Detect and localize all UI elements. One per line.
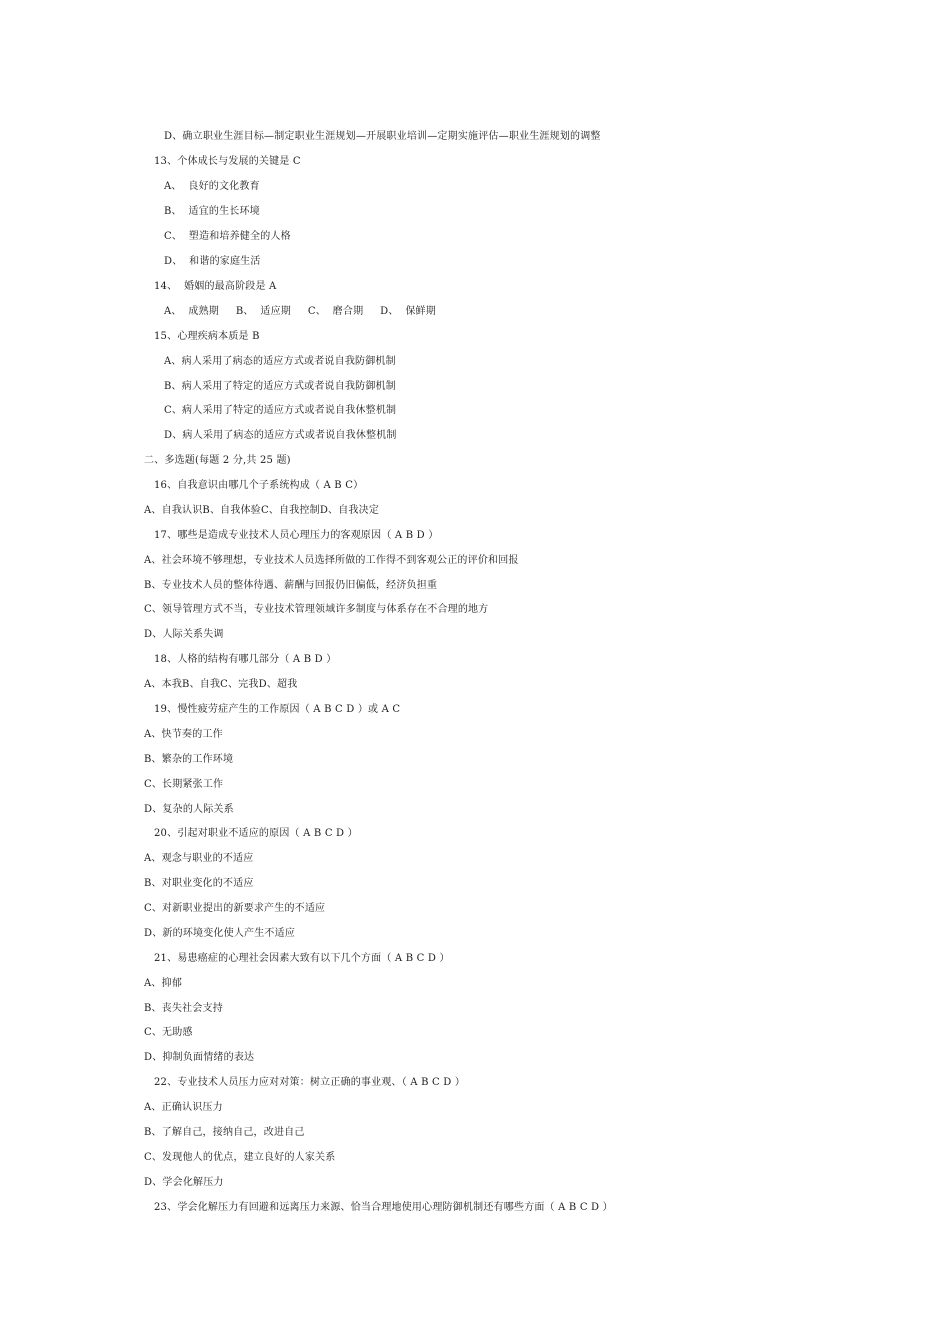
q14-question: 14、 婚姻的最高阶段是 A [154,281,277,292]
section-heading-multiple-choice: 二、多选题(每题 2 分,共 25 题) [144,455,291,466]
q15-option-d: D、病人采用了病态的适应方式或者说自我休整机制 [164,430,397,441]
q13-option-d: D、 和谐的家庭生活 [164,256,261,267]
q17-option-b: B、专业技术人员的整体待遇、薪酬与回报仍旧偏低，经济负担重 [144,580,438,591]
q20-option-c: C、对新职业提出的新要求产生的不适应 [144,903,326,914]
q17-option-d: D、人际关系失调 [144,629,224,640]
q16-question: 16、自我意识由哪几个子系统构成（ A B C） [154,480,364,491]
q22-option-c: C、发现他人的优点，建立良好的人家关系 [144,1152,336,1163]
q19-option-a: A、快节奏的工作 [144,729,223,740]
q22-option-a: A、正确认识压力 [144,1102,223,1113]
q20-question: 20、引起对职业不适应的原因（ A B C D ） [154,828,358,839]
q19-option-d: D、复杂的人际关系 [144,804,234,815]
q21-option-b: B、丧失社会支持 [144,1003,223,1014]
q21-option-a: A、抑郁 [144,978,183,989]
q15-question: 15、心理疾病本质是 B [154,331,260,342]
q17-question: 17、哪些是造成专业技术人员心理压力的客观原因（ A B D ） [154,530,439,541]
q19-option-c: C、长期紧张工作 [144,779,224,790]
q22-question: 22、专业技术人员压力应对对策：树立正确的事业观、（ A B C D ） [154,1077,466,1088]
q20-option-a: A、观念与职业的不适应 [144,853,254,864]
q20-option-d: D、新的环境变化使人产生不适应 [144,928,296,939]
q19-option-b: B、繁杂的工作环境 [144,754,234,765]
q17-option-a: A、社会环境不够理想，专业技术人员选择所做的工作得不到客观公正的评价和回报 [144,555,519,566]
q22-option-d: D、学会化解压力 [144,1177,224,1188]
q19-question: 19、慢性疲劳症产生的工作原因（ A B C D ）或 A C [154,704,401,715]
q21-option-c: C、无助感 [144,1027,193,1038]
q13-option-a: A、 良好的文化教育 [164,181,260,192]
q21-question: 21、易患癌症的心理社会因素大致有以下几个方面（ A B C D ） [154,953,450,964]
q13-option-c: C、 塑造和培养健全的人格 [164,231,291,242]
q15-option-a: A、病人采用了病态的适应方式或者说自我防御机制 [164,356,396,367]
q15-option-c: C、病人采用了特定的适应方式或者说自我休整机制 [164,405,397,416]
q13-question: 13、个体成长与发展的关键是 C [154,156,301,167]
q18-options: A、本我B、自我C、完我D、超我 [144,679,298,690]
q12-option-d: D、确立职业生涯目标—制定职业生涯规划—开展职业培训—定期实施评估—职业生涯规划的调整 [164,131,601,142]
q14-options: A、 成熟期 B、 适应期 C、 磨合期 D、 保鲜期 [164,306,436,317]
q23-question: 23、学会化解压力有回避和远离压力来源、恰当合理地使用心理防御机制还有哪些方面（ A B C D ） [154,1202,613,1213]
q15-option-b: B、病人采用了特定的适应方式或者说自我防御机制 [164,381,396,392]
q22-option-b: B、了解自己，接纳自己，改进自己 [144,1127,305,1138]
q20-option-b: B、对职业变化的不适应 [144,878,254,889]
q21-option-d: D、抑制负面情绪的表达 [144,1052,255,1063]
q17-option-c: C、领导管理方式不当，专业技术管理领域许多制度与体系存在不合理的地方 [144,604,489,615]
q13-option-b: B、 适宜的生长环境 [164,206,260,217]
q16-options: A、自我认识B、自我体验C、自我控制D、自我决定 [144,505,380,516]
q18-question: 18、人格的结构有哪几部分（ A B D ） [154,654,337,665]
